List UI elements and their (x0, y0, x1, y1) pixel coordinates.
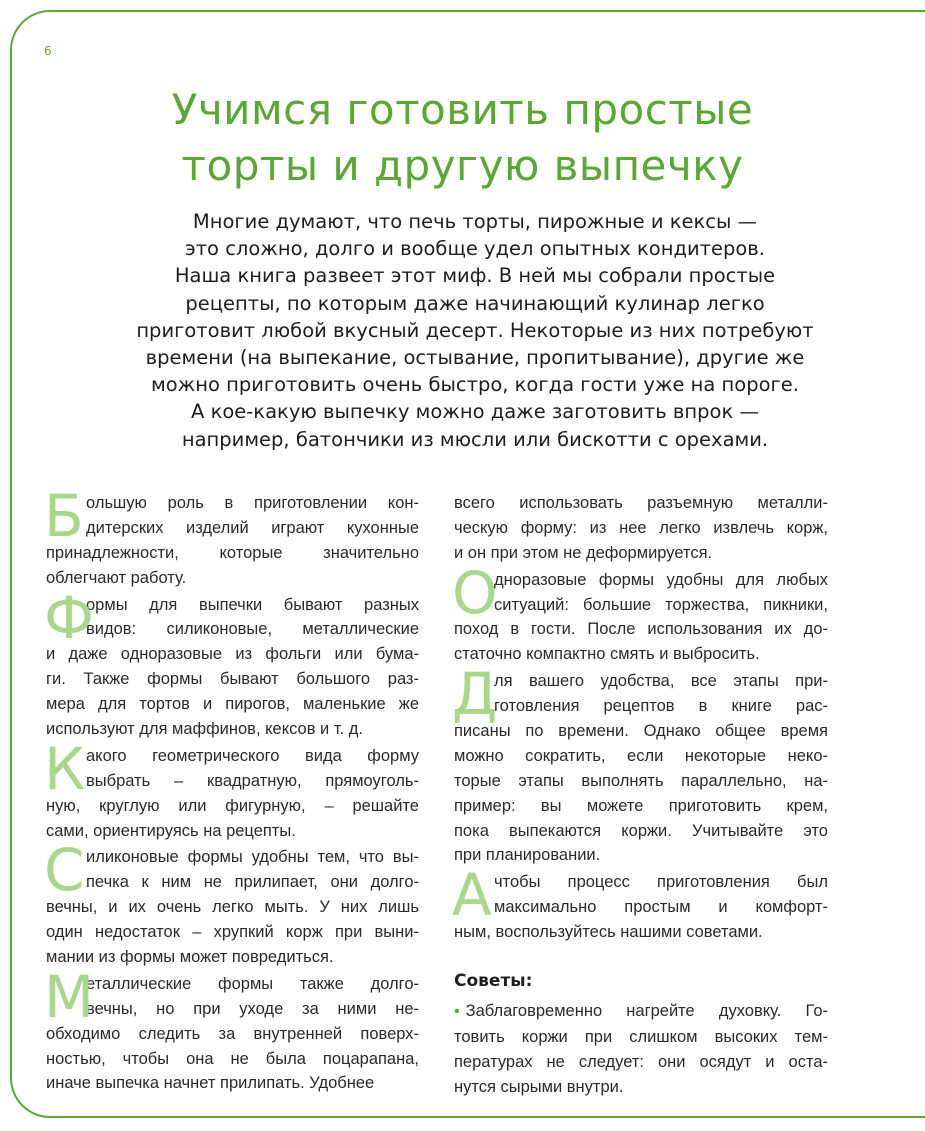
text-line: выбрать – квадратную, прямоуголь- (86, 771, 419, 790)
intro-line: рецепты, по которым даже начинающий кулинар легко (185, 291, 765, 315)
text-line: дноразовые формы удобны для любых (494, 570, 828, 589)
text-line: обходимо следить за внутренней поверх- (46, 1024, 419, 1043)
intro-line: приготовит любой вкусный десерт. Некоторые из них потребуют (136, 318, 814, 342)
text-line: пока выпекаются коржи. Учитывайте это (454, 821, 828, 840)
intro-line: Наша книга развеет этот миф. В ней мы собрали простые (174, 264, 776, 288)
text-line: принадлежности, которые значительно (46, 543, 419, 562)
drop-cap: Д (452, 660, 498, 729)
text-line: ля вашего удобства, все этапы при- (494, 672, 828, 691)
drop-cap: О (452, 558, 498, 627)
body-paragraph (44, 836, 419, 969)
text-line: чтобы процесс приготовления был (494, 873, 828, 892)
tip-line (454, 999, 828, 1025)
text-line: вечны, но при уходе за ними не- (86, 999, 419, 1018)
title-line: торты и другую выпечку (181, 141, 744, 190)
text-line: торые этапы выполнять параллельно, на- (454, 771, 828, 790)
text-line: ческую форму: из нее легко извлечь корж, (454, 518, 828, 537)
text-line: и он при этом не деформируется. (454, 543, 713, 562)
tips-heading: Советы: (454, 971, 533, 992)
text-line: мера для тортов и пирогов, маленькие же (46, 695, 419, 714)
text-line: готовления рецептов в книге рас- (494, 697, 828, 716)
text-line: статочно компактно смять и выбросить. (454, 645, 760, 664)
text-line: один недостаток – хрупкий корж при выни- (46, 923, 419, 942)
drop-cap: М (44, 962, 95, 1031)
body-paragraph (452, 660, 828, 868)
intro-line: Многие думают, что печь торты, пирожные и кексы — (192, 210, 758, 233)
drop-cap: Ф (44, 583, 94, 652)
text-line: при планировании. (454, 846, 601, 865)
tip-line: нутся сырыми внутри. (454, 1077, 624, 1096)
intro-paragraph (40, 208, 910, 453)
title-line: Учимся готовить простые (171, 85, 754, 134)
text-line: используют для маффинов, кексов и т. д. (46, 720, 363, 739)
intro-line: времени (на выпекание, остывание, пропитывание), другие же (145, 346, 805, 370)
text-line: и даже одноразовые из фольги или бума- (46, 645, 419, 664)
text-line: всего использовать разъемную металли- (454, 494, 828, 512)
text-line: облегчают работу. (46, 568, 187, 587)
bullet-icon: • (454, 1003, 460, 1021)
text-line: дитерских изделий играют кухонные (86, 518, 419, 537)
intro-line: А кое-какую выпечку можно даже заготовить впрок — (191, 400, 759, 424)
tip-line: товить коржи при слишком высоких тем- (454, 1027, 828, 1046)
text-line: пример: вы можете приготовить крем, (454, 796, 828, 815)
drop-cap: К (44, 734, 86, 803)
text-line: вечны, и их очень легко мыть. У них лишь (46, 898, 419, 917)
tip-item (454, 999, 828, 1100)
text-line: поход в гости. После использования их до- (454, 620, 828, 639)
text-line: ситуаций: большие торжества, пикники, (494, 595, 828, 614)
body-paragraph (452, 861, 828, 945)
intro-line: это сложно, долго и вообще удел опытных кондитеров. (185, 237, 765, 261)
drop-cap: А (452, 861, 492, 930)
text-line: ную, круглую или фигурную, – решайте (46, 796, 419, 815)
text-line: ольшую роль в приготовлении кон- (86, 494, 419, 512)
body-paragraph (44, 583, 419, 742)
text-line: иликоновые формы удобны тем, что вы- (86, 848, 419, 867)
text-line: печка к ним не прилипает, они долго- (86, 873, 419, 892)
drop-cap: Б (44, 482, 84, 550)
drop-cap: С (44, 836, 85, 905)
text-line: ностью, чтобы она не была поцарапана, (46, 1049, 419, 1068)
intro-line: можно приготовить очень быстро, когда гости уже на пороге. (150, 373, 799, 397)
text-line: акого геометрического вида форму (86, 746, 419, 765)
text-line: писаны по времени. Однако общее время (454, 722, 828, 741)
body-paragraph (452, 558, 828, 668)
text-line: еталлические формы также долго- (86, 974, 419, 993)
intro-line: например, батончики из мюсли или бискотти с орехами. (181, 427, 769, 451)
text-line: максимально простым и комфорт- (494, 898, 828, 917)
left-column (44, 482, 419, 1098)
body-paragraph (44, 482, 419, 591)
text-line: ормы для выпечки бывают разных (86, 595, 419, 614)
text-line: иначе выпечка начнет прилипать. Удобнее (46, 1074, 375, 1093)
text-line: мании из формы может повредиться. (46, 948, 334, 967)
body-paragraph (454, 491, 828, 566)
page-number: 6 (44, 44, 52, 58)
right-column (454, 491, 828, 1102)
text-line: ги. Также формы бывают большого раз- (46, 670, 419, 689)
page-title (0, 82, 925, 194)
body-paragraph (44, 734, 419, 844)
body-paragraph (44, 962, 419, 1096)
text-line: видов: силиконовые, металлические (86, 620, 419, 639)
text-line: сами, ориентируясь на рецепты. (46, 821, 296, 840)
tip-line: пературах не следует: они осядут и оста- (454, 1052, 828, 1071)
tip-text: Заблаговременно нагрейте духовку. Го- (465, 1002, 828, 1021)
text-line: можно сократить, если некоторые неко- (454, 746, 828, 765)
text-line: ным, воспользуйтесь нашими советами. (454, 923, 763, 942)
